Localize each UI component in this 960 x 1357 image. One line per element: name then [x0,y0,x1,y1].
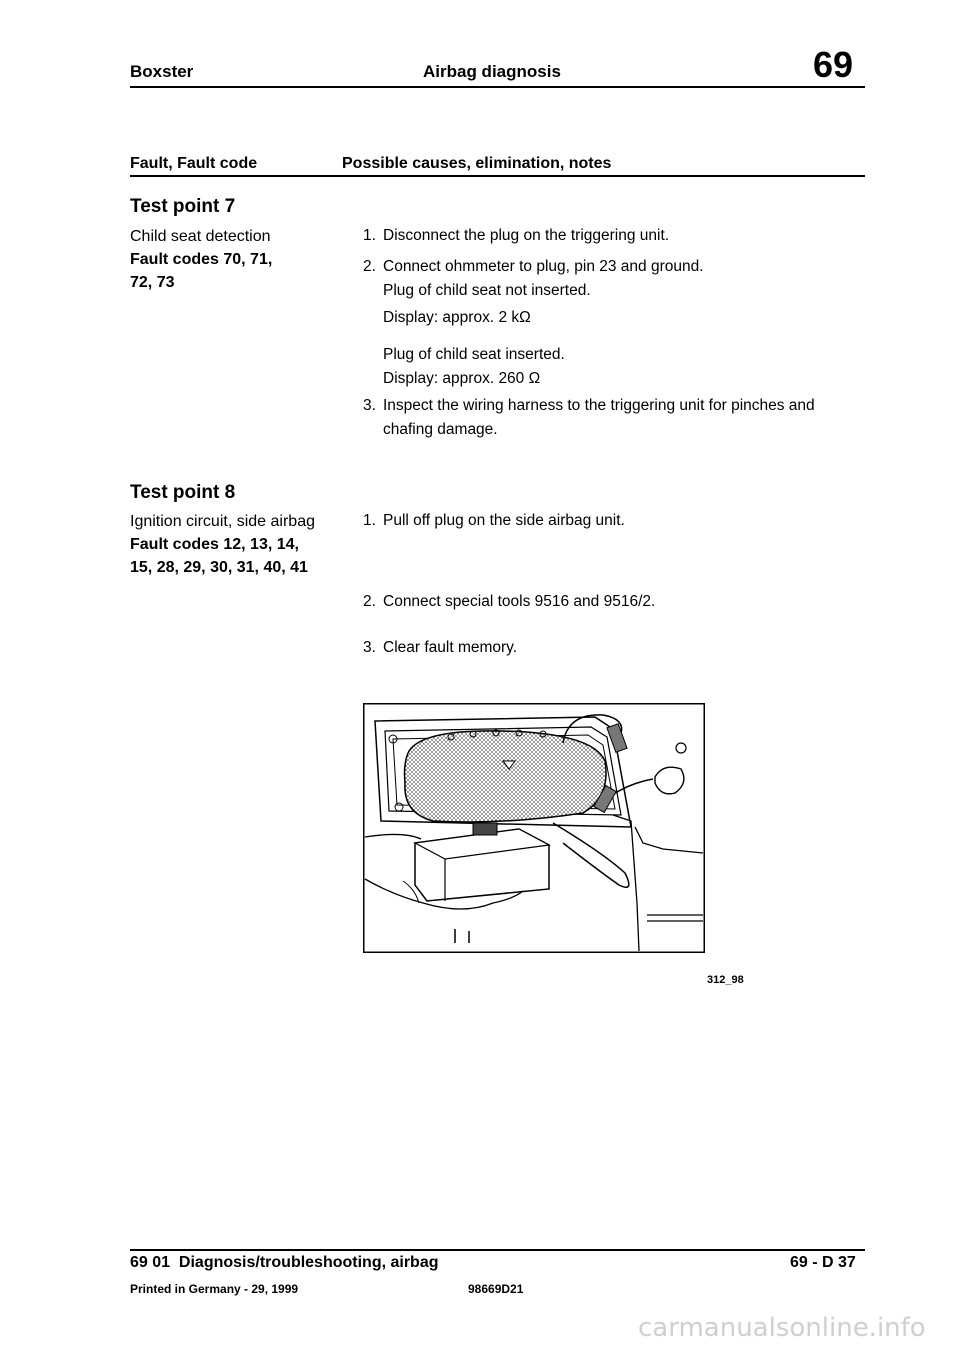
step-text: Pull off plug on the side airbag unit. [383,512,625,529]
step-text: Clear fault memory. [383,639,518,656]
step-line: Plug of child seat inserted. [383,346,565,363]
step-line: Plug of child seat not inserted. [383,282,591,299]
tp8-step-1 [363,509,863,533]
step-line: Display: approx. 2 kΩ [383,309,531,326]
step-number: 2. [363,593,376,610]
footer-page-number: 69 - D 37 [790,1254,856,1271]
test-point-7-title: Test point 7 [130,196,236,217]
tp7-step-1 [363,224,863,248]
column-heading-causes: Possible causes, elimination, notes [342,155,612,172]
header-left: Boxster [130,62,194,81]
tp8-step-2 [363,590,863,614]
column-heading-fault: Fault, Fault code [130,155,258,172]
tp7-step-2 [363,255,863,391]
header-center: Airbag diagnosis [423,62,561,81]
column-rule [130,175,865,177]
step-text: Connect ohmmeter to plug, pin 23 and ground. [383,258,704,275]
figure-code: 312_98 [707,974,744,986]
tp8-step-3 [363,636,863,660]
step-number: 3. [363,639,376,656]
step-number: 1. [363,227,376,244]
step-line: chafing damage. [383,421,498,438]
step-text: Inspect the wiring harness to the triggering unit for pinches and [383,397,815,414]
test-point-8-title: Test point 8 [130,482,236,503]
footer-printed: Printed in Germany - 29, 1999 [130,1282,299,1296]
step-text: Connect special tools 9516 and 9516/2. [383,593,656,610]
footer-doc-number: 98669D21 [468,1282,524,1296]
test-point-8-codes-line1: Fault codes 12, 13, 14, [130,536,299,553]
step-number: 2. [363,258,376,275]
tp7-step-3 [363,394,863,442]
test-point-7-codes-line1: Fault codes 70, 71, [130,251,273,268]
test-point-8-codes-line2: 15, 28, 29, 30, 31, 40, 41 [130,559,308,576]
footer-section: 69 01 Diagnosis/troubleshooting, airbag [130,1254,439,1271]
header-chapter-number: 69 [813,44,854,85]
test-point-7-info [130,225,335,294]
step-number: 1. [363,512,376,529]
test-point-8-info [130,510,345,579]
airbag-plug-illustration [363,703,705,953]
test-point-8-description: Ignition circuit, side airbag [130,513,315,530]
footer-rule [130,1249,865,1251]
step-number: 3. [363,397,376,414]
test-point-7-description: Child seat detection [130,228,271,245]
step-line: Display: approx. 260 Ω [383,370,541,387]
test-point-7-codes-line2: 72, 73 [130,274,175,291]
header-rule [130,86,865,88]
step-text: Disconnect the plug on the triggering unit. [383,227,670,244]
watermark: carmanualsonline.info [638,1313,926,1343]
